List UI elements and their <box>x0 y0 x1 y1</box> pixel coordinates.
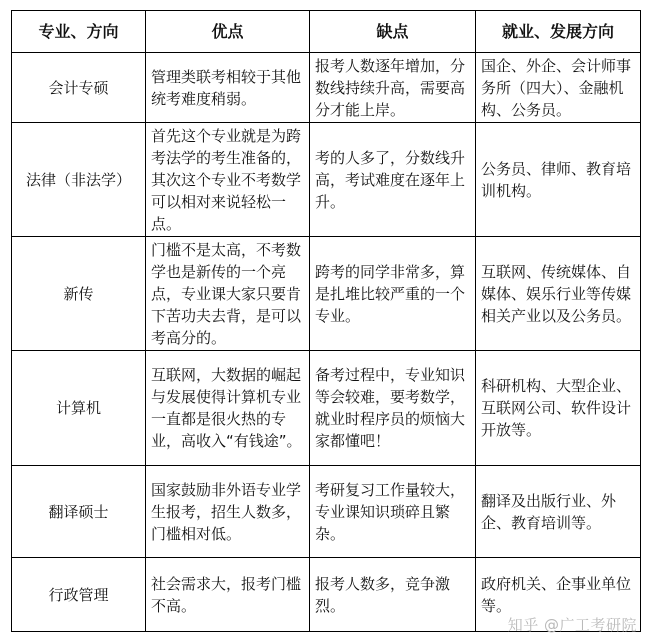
table-row <box>12 466 641 558</box>
cell-cons: 考的人多了，分数线升高，考试难度在逐年上升。 <box>310 123 476 237</box>
major-comparison-table <box>11 10 641 632</box>
cell-career: 国企、外企、会计师事务所（四大）、金融机构、公务员。 <box>476 53 641 123</box>
table-row <box>12 123 641 237</box>
table-row <box>12 351 641 466</box>
cell-career: 公务员、律师、教育培训机构。 <box>476 123 641 237</box>
cell-cons: 报考人数逐年增加，分数线持续升高，需要高分才能上岸。 <box>310 53 476 123</box>
cell-cons: 考研复习工作量较大，专业课知识琐碎且繁杂。 <box>310 466 476 558</box>
comparison-table-container <box>11 10 640 632</box>
cell-career: 互联网、传统媒体、自媒体、娱乐行业等传媒相关产业以及公务员。 <box>476 237 641 351</box>
cell-pros: 首先这个专业就是为跨考法学的考生准备的，其次这个专业不考数学可以相对来说轻松一点。 <box>146 123 310 237</box>
cell-cons: 跨考的同学非常多，算是扎堆比较严重的一个专业。 <box>310 237 476 351</box>
cell-major: 翻译硕士 <box>12 466 146 558</box>
cell-pros: 互联网，大数据的崛起与发展使得计算机专业一直都是很火热的专业，高收入“有钱途”。 <box>146 351 310 466</box>
cell-pros: 管理类联考相较于其他统考难度稍弱。 <box>146 53 310 123</box>
cell-career: 科研机构、大型企业、互联网公司、软件设计开放等。 <box>476 351 641 466</box>
header-career: 就业、发展方向 <box>476 11 641 53</box>
table-row <box>12 53 641 123</box>
cell-major: 计算机 <box>12 351 146 466</box>
table-header-row <box>12 11 641 53</box>
cell-pros: 门槛不是太高，不考数学也是新传的一个亮点，专业课大家只要肯下苦功夫去背，是可以考高分的。 <box>146 237 310 351</box>
zhihu-watermark: 知乎 @广工考研院 <box>507 616 637 634</box>
cell-pros: 国家鼓励非外语专业学生报考，招生人数多，门槛相对低。 <box>146 466 310 558</box>
cell-major: 新传 <box>12 237 146 351</box>
cell-major: 行政管理 <box>12 558 146 632</box>
cell-major: 法律（非法学） <box>12 123 146 237</box>
header-pros: 优点 <box>146 11 310 53</box>
header-major: 专业、方向 <box>12 11 146 53</box>
cell-major: 会计专硕 <box>12 53 146 123</box>
table-row <box>12 237 641 351</box>
header-cons: 缺点 <box>310 11 476 53</box>
cell-career: 政府机关、企事业单位等。 <box>476 558 641 632</box>
cell-career: 翻译及出版行业、外企、教育培训等。 <box>476 466 641 558</box>
cell-pros: 社会需求大，报考门槛不高。 <box>146 558 310 632</box>
cell-cons: 备考过程中，专业知识等会较难，要考数学，就业时程序员的烦恼大家都懂吧！ <box>310 351 476 466</box>
cell-cons: 报考人数多，竞争激烈。 <box>310 558 476 632</box>
